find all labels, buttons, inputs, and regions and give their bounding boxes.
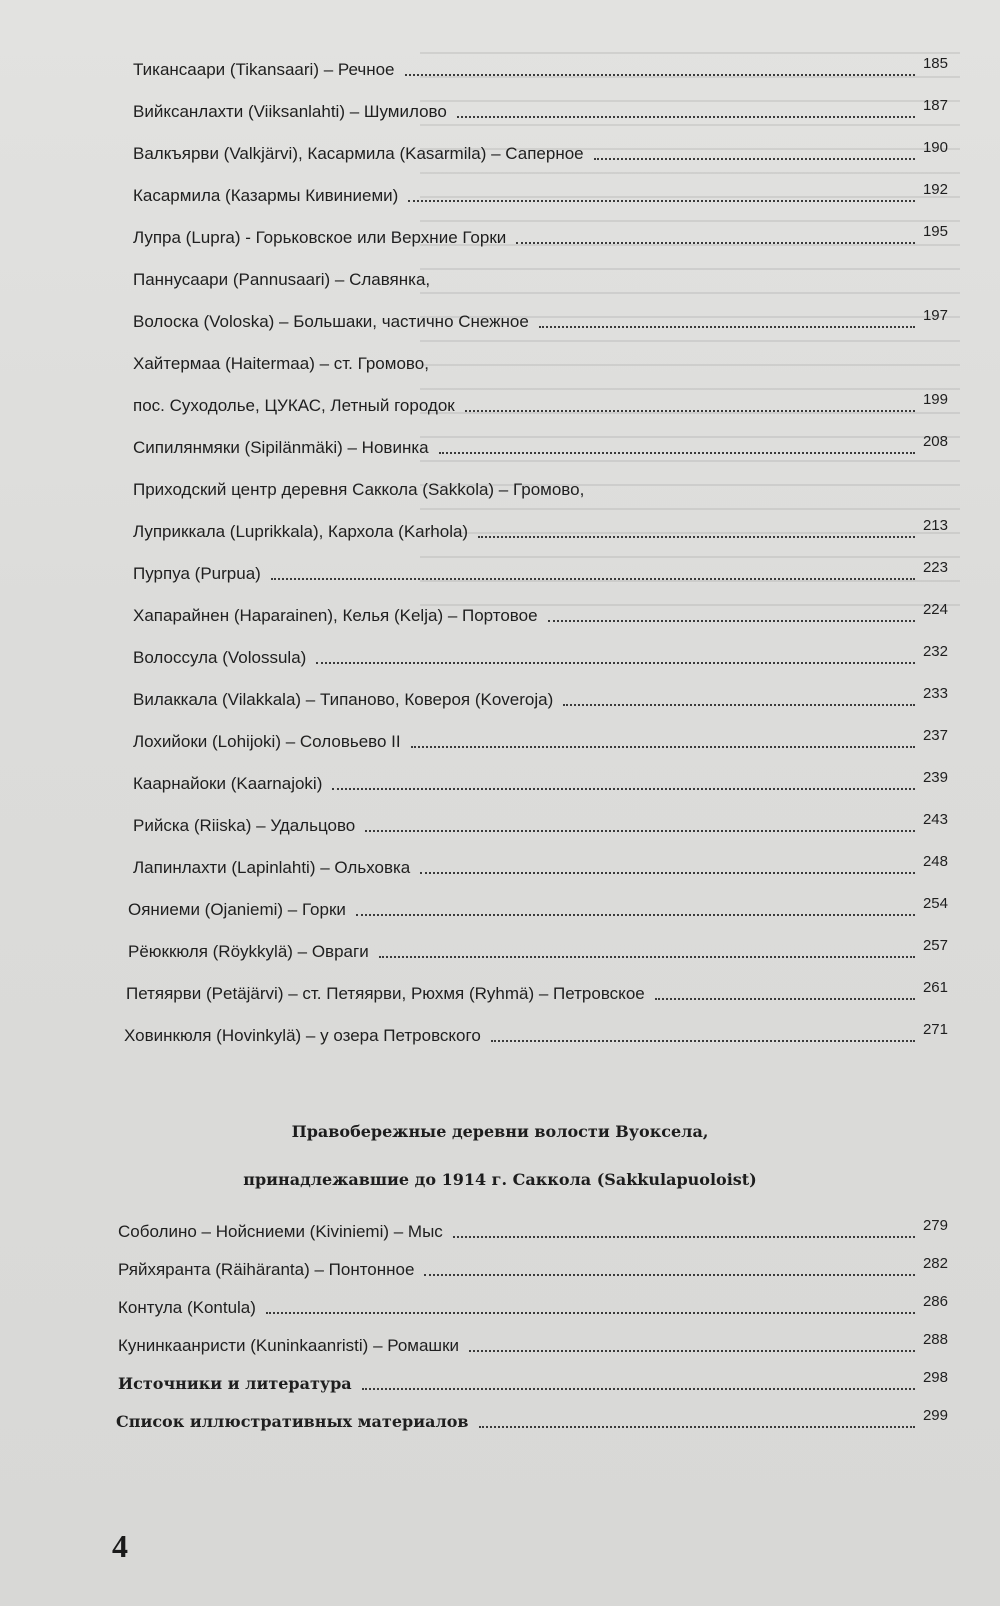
toc-entry-page: 282 [922,1255,948,1272]
toc-entry-title: Рёюккюля (Röykkylä) – Овраги [128,942,369,961]
toc-entry[interactable] [133,344,948,374]
leader-dots [365,830,915,832]
toc-entry-page: 187 [922,97,948,114]
toc-entry-title: Ряйхяранта (Räihäranta) – Понтонное [118,1260,415,1279]
toc-entry-title: Вийксанлахти (Viiksanlahti) – Шумилово [133,102,447,121]
leader-dots [478,536,915,538]
toc-entry[interactable] [133,470,948,500]
toc-entry-title: Ояниеми (Ojaniemi) – Горки [128,900,346,919]
leader-dots [379,956,915,958]
toc-entry-page: 199 [922,391,948,408]
toc-entry[interactable] [126,974,948,1004]
toc-entry[interactable] [133,554,948,584]
toc-entry-page: 254 [922,895,948,912]
toc-entry-title: Касармила (Казармы Кивиниеми) [133,186,399,205]
toc-entry-page: 279 [922,1217,948,1234]
toc-entry-title: Волоска (Voloska) – Большаки, частично Снежное [133,312,529,331]
toc-entry-page: 185 [922,55,948,72]
toc-entry[interactable] [133,428,948,458]
toc-entry-title: Волоссула (Volossula) [133,648,307,667]
toc-entry-page: 224 [922,601,948,618]
toc-entry-title: Приходский центр деревня Саккола (Sakkola) – Громово, [133,480,585,499]
toc-entry[interactable] [133,764,948,794]
toc-entry[interactable] [133,386,948,416]
toc-entry-page: 261 [922,979,948,996]
toc-entry-page: 288 [922,1331,948,1348]
leader-dots [405,74,915,76]
toc-entry-page: 286 [922,1293,948,1310]
leader-dots [465,410,915,412]
toc-entry[interactable] [118,1326,948,1356]
toc-entry[interactable] [133,596,948,626]
toc-entry[interactable] [133,722,948,752]
toc-entry-page: 239 [922,769,948,786]
toc-entry-title: Вилаккала (Vilakkala) – Типаново, Ковероя (Koveroja) [133,690,554,709]
leader-dots [479,1426,915,1428]
toc-entry-page: 208 [922,433,948,450]
toc-entry-page: 248 [922,853,948,870]
toc-entry-page: 232 [922,643,948,660]
leader-dots [424,1274,915,1276]
toc-entry-page: 271 [922,1021,948,1038]
toc-entry-title: Сипилянмяки (Sipilänmäki) – Новинка [133,438,429,457]
toc-entry-page: 298 [922,1369,948,1386]
toc-entry-page: 223 [922,559,948,576]
toc-entry-title: Луприккала (Luprikkala), Кархола (Karhola) [133,522,469,541]
toc-entry[interactable] [133,50,948,80]
leader-dots [356,914,915,916]
toc-entry[interactable] [133,806,948,836]
toc-entry[interactable] [133,638,948,668]
leader-dots [362,1388,915,1390]
leader-dots [548,620,915,622]
toc-entry-page: 197 [922,307,948,324]
toc-entry[interactable] [128,890,948,920]
toc-entry-title: Каарнайоки (Kaarnajoki) [133,774,323,793]
section-heading-line-2: принадлежавшие до 1914 г. Саккола (Sakkulapuoloist) [243,1170,757,1189]
toc-entry-title: Хайтермаа (Haitermaa) – ст. Громово, [133,354,429,373]
toc-entry[interactable] [128,932,948,962]
toc-entry-bibliography[interactable] [118,1364,948,1394]
toc-entry-title: Валкъярви (Valkjärvi), Касармила (Kasarmila) – Саперное [133,144,584,163]
leader-dots [411,746,915,748]
toc-entry-title: Контула (Kontula) [118,1298,256,1317]
leader-dots [594,158,915,160]
toc-entry-title: Кунинкаанристи (Kuninkaanristi) – Ромашки [118,1336,460,1355]
leader-dots [420,872,915,874]
toc-entry-page: 190 [922,139,948,156]
leader-dots [563,704,915,706]
leader-dots [271,578,915,580]
leader-dots [491,1040,915,1042]
leader-dots [439,452,915,454]
toc-entry-title: Паннусаари (Pannusaari) – Славянка, [133,270,431,289]
toc-entry-page: 192 [922,181,948,198]
toc-entry[interactable] [133,680,948,710]
leader-dots [453,1236,915,1238]
toc-entry[interactable] [133,176,948,206]
toc-entry-title: Лохийоки (Lohijoki) – Соловьево II [133,732,401,751]
toc-entry-title: пос. Суходолье, ЦУКАС, Летный городок [133,396,455,415]
leader-dots [316,662,915,664]
toc-entry-title: Пурпуа (Purpua) [133,564,261,583]
toc-entry[interactable] [133,134,948,164]
page-number: 4 [112,1528,128,1564]
toc-entry-title: Хапарайнен (Haparainen), Келья (Kelja) – Портовое [133,606,538,625]
leader-dots [516,242,915,244]
toc-entry-page: 233 [922,685,948,702]
toc-entry-title: Источники и литература [118,1374,352,1393]
toc-entry-page: 195 [922,223,948,240]
toc-entry-page: 257 [922,937,948,954]
toc-entry[interactable] [133,848,948,878]
leader-dots [408,200,915,202]
leader-dots [457,116,915,118]
leader-dots [655,998,915,1000]
toc-entry[interactable] [133,218,948,248]
toc-entry[interactable] [118,1212,948,1242]
leader-dots [266,1312,915,1314]
toc-entry-title: Список иллюстративных материалов [116,1412,469,1431]
toc-entry-page: 243 [922,811,948,828]
toc-entry[interactable] [124,1016,948,1046]
toc-entry-title: Лупра (Lupra) - Горьковское или Верхние Горки [133,228,507,247]
toc-entry[interactable] [118,1288,948,1318]
section-heading-line-1: Правобережные деревни волости Вуоксела, [291,1122,709,1141]
toc-entry[interactable] [133,260,948,290]
toc-entry-title: Тикансаари (Tikansaari) – Речное [133,60,395,79]
leader-dots [469,1350,915,1352]
toc-entry[interactable] [133,92,948,122]
toc-entry-title: Петяярви (Petäjärvi) – ст. Петяярви, Рюхмя (Ryhmä) – Петровское [126,984,645,1003]
toc-entry[interactable] [133,302,948,332]
toc-entry-page: 237 [922,727,948,744]
toc-entry[interactable] [118,1250,948,1280]
toc-entry-title: Соболино – Нойсниеми (Kiviniemi) – Мыс [118,1222,443,1241]
toc-entry[interactable] [133,512,948,542]
toc-entry-page: 299 [922,1407,948,1424]
toc-entry-illustrations[interactable] [116,1402,948,1432]
toc-entry-title: Лапинлахти (Lapinlahti) – Ольховка [133,858,411,877]
leader-dots [332,788,915,790]
toc-entry-title: Ховинкюля (Hovinkylä) – у озера Петровского [124,1026,481,1045]
toc-entry-title: Рийска (Riiska) – Удальцово [133,816,356,835]
toc-entry-page: 213 [922,517,948,534]
leader-dots [539,326,915,328]
